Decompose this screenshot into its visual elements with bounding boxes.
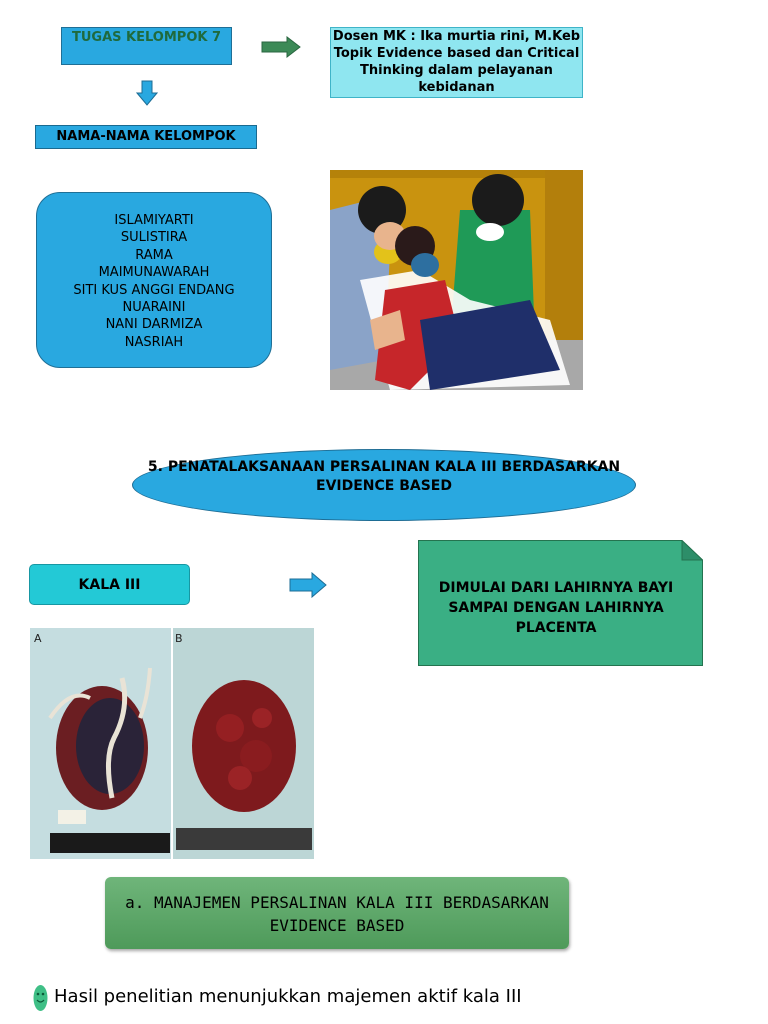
stage-label-box <box>29 564 190 605</box>
childbirth-illustration <box>330 170 583 390</box>
svg-text:B: B <box>175 632 183 645</box>
lecturer-topic-box <box>330 27 583 98</box>
lecturer-text: Dosen MK : Ika murtia rini, M.Keb <box>332 29 581 44</box>
stage-definition-text: DIMULAI DARI LAHIRNYA BAYI SAMPAI DENGAN LAHIRNYA PLACENTA <box>438 580 674 636</box>
names-label-text: NAMA-NAMA KELOMPOK <box>56 129 236 144</box>
arrow-right-icon <box>261 36 301 58</box>
svg-text:A: A <box>34 632 42 645</box>
placenta-photo <box>30 628 314 859</box>
member-name: SULISTIRA <box>120 230 188 246</box>
member-name: SITI KUS ANGGI ENDANG <box>73 282 235 298</box>
member-name: NUARAINI <box>122 300 186 316</box>
subheading-text: a. MANAJEMEN PERSALINAN KALA III BERDASARKAN EVIDENCE BASED <box>125 893 549 935</box>
topic-text: Topik Evidence based dan Critical Thinking dalam pelayanan kebidanan <box>333 46 580 95</box>
placenta-label-a <box>34 632 42 645</box>
arrow-down-icon <box>136 80 158 106</box>
subheading-box <box>105 877 569 949</box>
group-title-box <box>61 27 232 65</box>
group-title-text: TUGAS KELOMPOK 7 <box>71 30 222 45</box>
bullet-text: Hasil penelitian menunjukkan majemen aktif kala III <box>54 986 522 1007</box>
section-title-text: 5. PENATALAKSANAAN PERSALINAN KALA III BERDASARKAN EVIDENCE BASED <box>147 459 621 494</box>
members-box <box>36 192 272 368</box>
section-title-ellipse <box>132 449 636 521</box>
member-name: NASRIAH <box>124 334 184 350</box>
stage-label-text: KALA III <box>78 577 141 593</box>
placenta-label-b <box>175 632 183 645</box>
member-name: ISLAMIYARTI <box>114 213 194 228</box>
member-name: MAIMUNAWARAH <box>98 265 210 281</box>
smiley-bullet-icon <box>33 984 48 1012</box>
member-name: RAMA <box>135 247 173 263</box>
member-name: NANI DARMIZA <box>105 317 203 333</box>
arrow-right-icon <box>289 572 327 598</box>
names-label <box>35 125 257 149</box>
